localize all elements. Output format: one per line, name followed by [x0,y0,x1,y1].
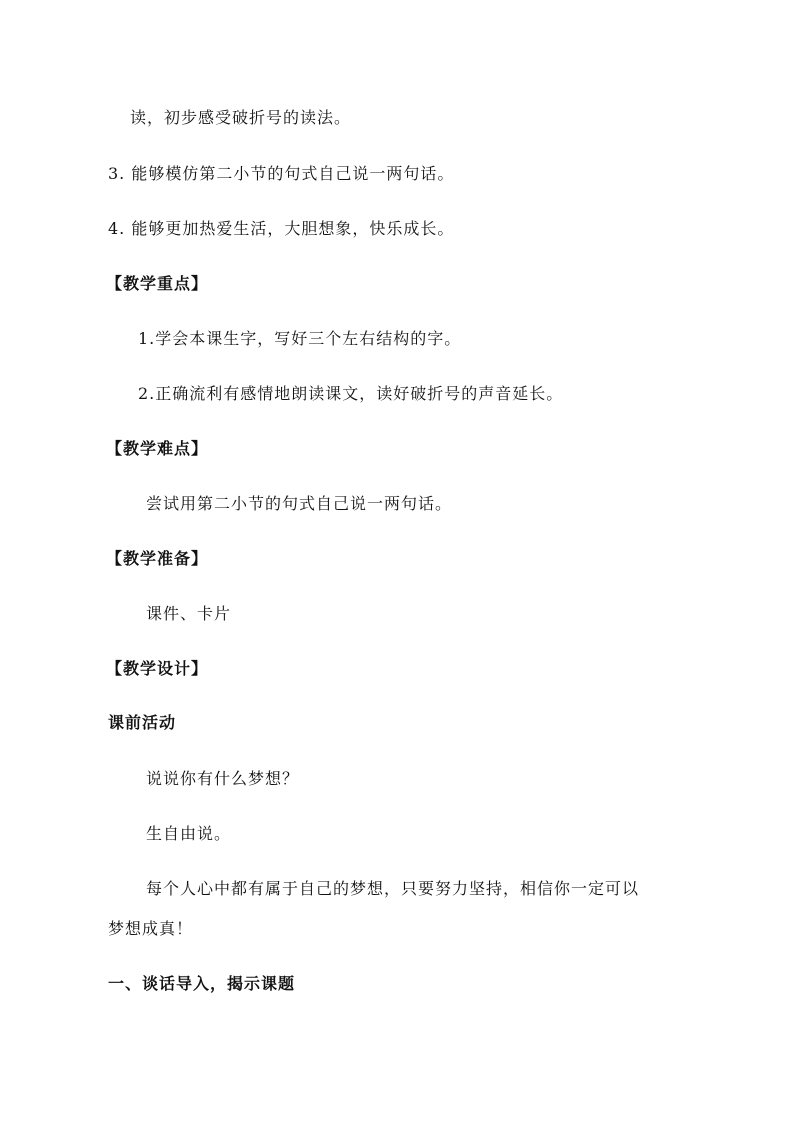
heading-section-1: 一、谈话导入，揭示课题 [108,974,296,993]
difficulty-1: 尝试用第二小节的句式自己说一两句话。 [146,494,453,513]
paragraph-objective-4: 4. 能够更加热爱生活，大胆想象，快乐成长。 [108,219,455,238]
pre-class-question: 说说你有什么梦想？ [146,769,300,788]
heading-teaching-preparation: 【教学准备】 [106,549,209,568]
pre-class-summary-line-2: 梦想成真！ [108,919,194,938]
pre-class-summary-line-1: 每个人心中都有属于自己的梦想，只要努力坚持，相信你一定可以 [146,879,640,898]
key-point-2: 2.正确流利有感情地朗读课文，读好破折号的声音延长。 [138,384,564,403]
pre-class-response: 生自由说。 [146,824,232,843]
paragraph-objective-3: 3. 能够模仿第二小节的句式自己说一两句话。 [108,164,455,183]
heading-teaching-design: 【教学设计】 [106,659,209,678]
heading-teaching-key-points: 【教学重点】 [106,274,209,293]
heading-teaching-difficulties: 【教学难点】 [106,439,209,458]
paragraph-objective-2-continued: 读，初步感受破折号的读法。 [130,108,352,127]
heading-pre-class-activity: 课前活动 [108,713,177,732]
key-point-1: 1.学会本课生字，写好三个左右结构的字。 [138,329,462,348]
preparation-1: 课件、卡片 [146,604,232,623]
